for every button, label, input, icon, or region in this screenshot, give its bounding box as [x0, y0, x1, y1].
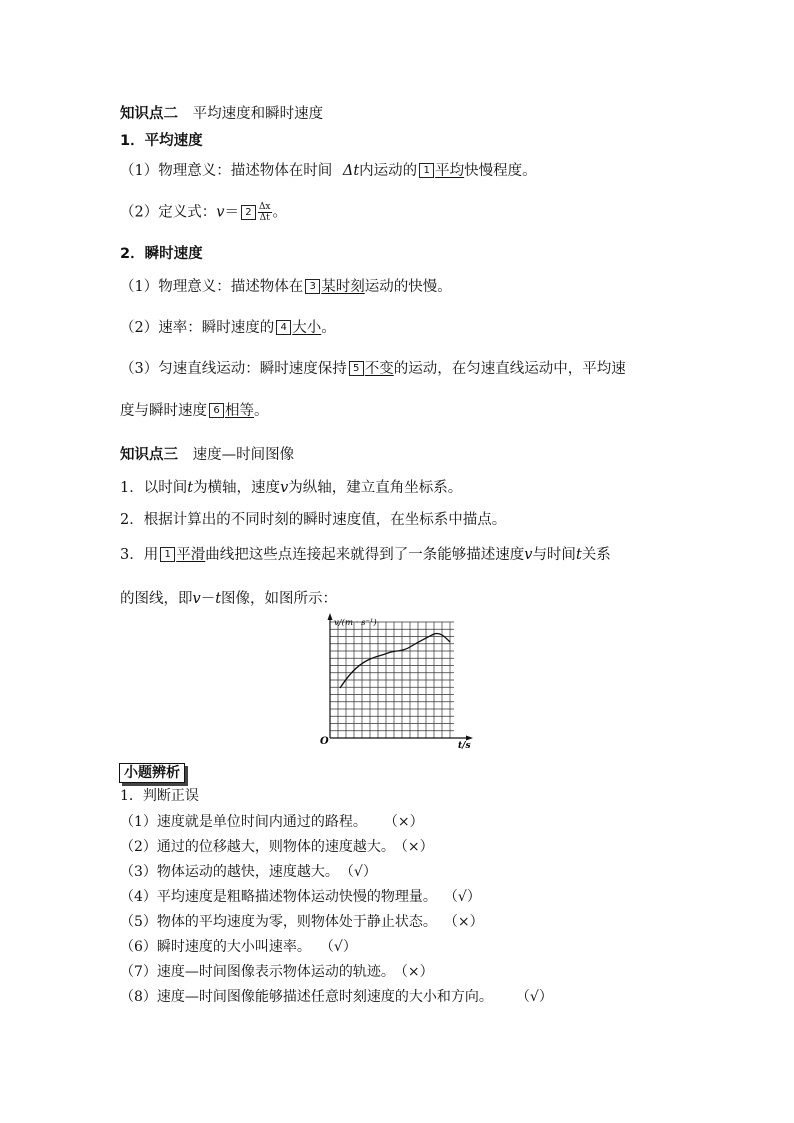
section3-heading [120, 445, 294, 465]
section2-title: 平均速度和瞬时速度 [192, 106, 324, 122]
quiz-item-mark: （√） [346, 864, 377, 880]
section3-title-bold: 知识点三 [120, 447, 178, 463]
section2-p5: （3）匀速直线运动：瞬时速度保持 5 不变的运动，在匀速直线运动中，平均速 [120, 361, 626, 377]
section2-p4: （2）速率：瞬时速度的 4 大小。 [120, 320, 336, 336]
y-axis-arrow [328, 613, 333, 620]
answer-5: 不变 [364, 361, 394, 377]
section2-title-bold: 知识点二 [120, 106, 178, 122]
section2-h1: 1．平均速度 [120, 133, 203, 149]
section3-l2: 2．根据计算出的不同时刻的瞬时速度值，在坐标系中描点。 [120, 512, 507, 528]
blank-number-4: 4 [276, 320, 291, 335]
quiz-item-text: （3）物体运动的越快，速度越大。 [120, 864, 339, 880]
answer-6: 相等 [225, 403, 254, 419]
quiz-item-mark: （√） [450, 889, 481, 905]
answer-1: 平均 [435, 163, 465, 179]
section2-heading [120, 104, 323, 124]
quiz-item-text: （7）速度—时间图像表示物体运动的轨迹。 [120, 964, 395, 980]
quiz-item-text: （8）速度—时间图像能够描述任意时刻速度的大小和方向。 [120, 989, 493, 1005]
quiz-item [120, 937, 357, 957]
quiz-item [120, 837, 434, 857]
section2-p1: （1）物理意义：描述物体在时间 Δt内运动的 1 平均快慢程度。 [120, 163, 537, 179]
x-axis-arrow [466, 736, 473, 741]
quiz-item [120, 887, 481, 907]
fraction: $\frac{\Delta x}{\Delta t}$ [258, 202, 271, 223]
blank-number-3: 3 [305, 279, 320, 294]
blank-number-5: 5 [349, 361, 364, 376]
section2-p6: 度与瞬时速度 6 相等。 [120, 403, 269, 419]
blank-number-2: 2 [241, 205, 256, 220]
quiz-item [120, 812, 424, 832]
blank-number-1: 1 [419, 163, 434, 178]
answer-4: 大小 [292, 320, 322, 336]
quiz-item-mark: （×） [390, 814, 424, 830]
quiz-item-text: （5）物体的平均速度为零，则物体处于静止状态。 [120, 914, 437, 930]
quiz-item-text: （1）速度就是单位时间内通过的路程。 [120, 814, 367, 830]
quiz-item [120, 962, 434, 982]
quiz-item-mark: （√） [326, 939, 357, 955]
quiz-item-text: （2）通过的位移越大，则物体的速度越大。 [120, 839, 395, 855]
quiz-item-mark: （×） [450, 914, 484, 930]
quiz-item-text: （6）瞬时速度的大小叫速率。 [120, 939, 311, 955]
section3-title: 速度—时间图像 [192, 447, 295, 463]
graph-grid [330, 622, 454, 738]
quiz-item-text: （4）平均速度是粗略描述物体运动快慢的物理量。 [120, 889, 437, 905]
answer-3: 某时刻 [321, 279, 365, 295]
answer-7: 平滑 [176, 547, 206, 563]
section3-l3: 3．用 1 平滑曲线把这些点连接起来就得到了一条能够描述速度v与时间t关系 [120, 547, 611, 563]
section3-l1: 1．以时间t为横轴，速度v为纵轴，建立直角坐标系。 [120, 480, 463, 496]
quiz-item-mark: （×） [400, 964, 434, 980]
section2-p3: （1）物理意义：描述物体在 3 某时刻运动的快慢。 [120, 279, 452, 295]
quiz-item [120, 987, 553, 1007]
quiz-item-mark: （√） [522, 989, 553, 1005]
quiz-item [120, 912, 484, 932]
y-axis-label: v/(m · s⁻¹) [334, 618, 377, 628]
quiz-title: 1．判断正误 [120, 788, 199, 804]
blank-number-6: 6 [209, 403, 224, 418]
quiz-badge: 小题辨析 [119, 763, 185, 783]
quiz-item-mark: （×） [400, 839, 434, 855]
section3-l4: 的图线，即v－t图像，如图所示： [120, 591, 338, 607]
velocity-time-graph [318, 612, 478, 752]
section2-p2: （2）定义式：v＝ 2 $\frac{\Delta x}{\Delta t}$ 。 [120, 202, 288, 223]
section2-h2: 2．瞬时速度 [120, 246, 203, 262]
blank-number-7: 1 [160, 547, 175, 562]
quiz-item [120, 862, 377, 882]
x-axis-label: t/s [458, 741, 471, 751]
origin-label: O [320, 736, 329, 747]
